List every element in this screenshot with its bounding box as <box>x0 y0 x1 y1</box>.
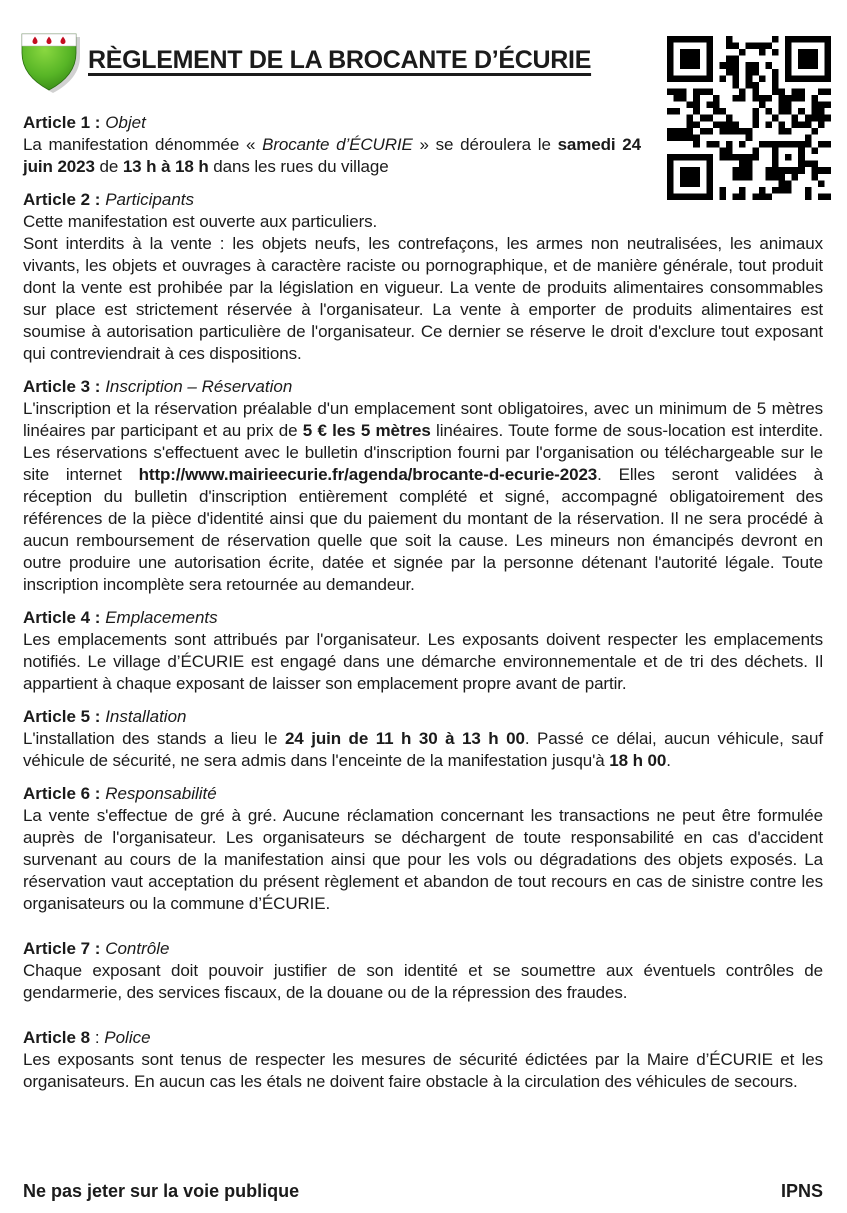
qr-code <box>667 36 831 200</box>
article-paragraph: Chaque exposant doit pouvoir justifier de son identité et se soumettre aux éventuels contrôles de gendarmerie, des services fiscaux, de la douane ou de la répression des fraudes. <box>23 961 823 1002</box>
document-body <box>0 95 847 1093</box>
article-7-heading: Article 7 : Contrôle <box>23 939 170 958</box>
article-8-section <box>23 1027 823 1093</box>
article-paragraph: La vente s'effectue de gré à gré. Aucune réclamation concernant les transactions ne peut être formulée auprès de l'organisateur. Les organisateurs se déchargent de toute responsabilité en cas d'accident survenant au cours de la manifestation ainsi que pour les vols ou dégradations des objets exposés. La réservation vaut acceptation du présent règlement et abandon de tout recours en cas de sinistre contre les organisateurs ou la commune d’ÉCURIE. <box>23 806 823 913</box>
article-2-section <box>23 189 823 365</box>
article-6-heading: Article 6 : Responsabilité <box>23 784 217 803</box>
article-2-heading: Article 2 : Participants <box>23 190 195 209</box>
article-8-heading: Article 8 : Police <box>23 1028 151 1047</box>
article-5-paragraphs <box>23 728 823 772</box>
article-paragraph: Sont interdits à la vente : les objets neufs, les contrefaçons, les armes non neutralisées, les animaux vivants, les objets et ouvrages à caractère raciste ou pornographique, et de manière générale, tout produit dont la vente est prohibée par la législation en vigueur. La vente de produits alimentaires consommables sur place est strictement réservée à l'organisateur. La vente à emporter de produits alimentaires est soumise à autorisation particulière de l'organisateur. Ce dernier se réserve le droit d'exclure tout exposant qui contreviendrait à ces dispositions. <box>23 234 823 363</box>
article-1-heading: Article 1 : Objet <box>23 113 146 132</box>
article-paragraph: L'inscription et la réservation préalable d'un emplacement sont obligatoires, avec un minimum de 5 mètres linéaires par participant et au prix de 5 € les 5 mètres linéaires. Toute forme de sous-location est interdite. Les réservations s'effectuent avec le bulletin d'inscription fourni par l'organisation ou téléchargeable sur le site internet http://www.mairieecurie.fr/agenda/brocante-d-ecurie-2023. Elles seront validées à réception du bulletin d'inscription entièrement complété et signé, accompagné obligatoirement des références de la pièce d'identité ainsi que du paiement du montant de la réservation. Il ne sera procédé à aucun remboursement de réservation quelle que soit la cause. Les mineurs non émancipés devront en outre produire une autorisation écrite, datée et signée par la personne détenant l'autorité légale. Toute inscription incomplète sera retournée au demandeur. <box>23 399 824 594</box>
article-3-heading: Article 3 : Inscription – Réservation <box>23 377 293 396</box>
footer-left-notice: Ne pas jeter sur la voie publique <box>23 1181 300 1201</box>
page-title: RÈGLEMENT DE LA BROCANTE D’ÉCURIE <box>88 46 592 74</box>
article-paragraph: Les exposants sont tenus de respecter les mesures de sécurité édictées par la Maire d’ÉCURIE et les organisateurs. En aucun cas les étals ne doivent faire obstacle à la circulation des véhicules de secours. <box>23 1050 823 1091</box>
article-6-section <box>23 783 823 915</box>
article-paragraph: L'installation des stands a lieu le 24 juin de 11 h 30 à 13 h 00. Passé ce délai, aucun véhicule, sauf véhicule de sécurité, ne sera admis dans l'enceinte de la manifestation jusqu'à 18 h 00. <box>23 729 824 770</box>
article-6-paragraphs <box>23 805 823 915</box>
article-7-paragraphs <box>23 960 823 1004</box>
footer-right-notice: IPNS <box>780 1181 823 1201</box>
article-4-paragraphs <box>23 629 823 695</box>
document-footer <box>23 1181 823 1202</box>
article-4-heading: Article 4 : Emplacements <box>23 608 218 627</box>
article-4-section <box>23 607 823 695</box>
article-7-section <box>23 938 823 1004</box>
article-5-heading: Article 5 : Installation <box>23 707 187 726</box>
article-paragraph: Les emplacements sont attribués par l'organisateur. Les exposants doivent respecter les emplacements notifiés. Le village d’ÉCURIE est engagé dans une démarche environnementale et de tri des déchets. Il appartient à chaque exposant de laisser son emplacement propre avant de partir. <box>23 630 823 693</box>
article-5-section <box>23 706 823 772</box>
article-paragraph: La manifestation dénommée « Brocante d’ÉCURIE » se déroulera le samedi 24 juin 2023 de 13 h à 18 h dans les rues du village <box>23 135 642 176</box>
article-paragraph: Cette manifestation est ouverte aux particuliers. <box>23 212 378 231</box>
village-crest-icon <box>18 31 84 95</box>
article-2-paragraphs <box>23 211 823 365</box>
article-3-paragraphs <box>23 398 823 596</box>
article-8-paragraphs <box>23 1049 823 1093</box>
article-3-section <box>23 376 823 596</box>
